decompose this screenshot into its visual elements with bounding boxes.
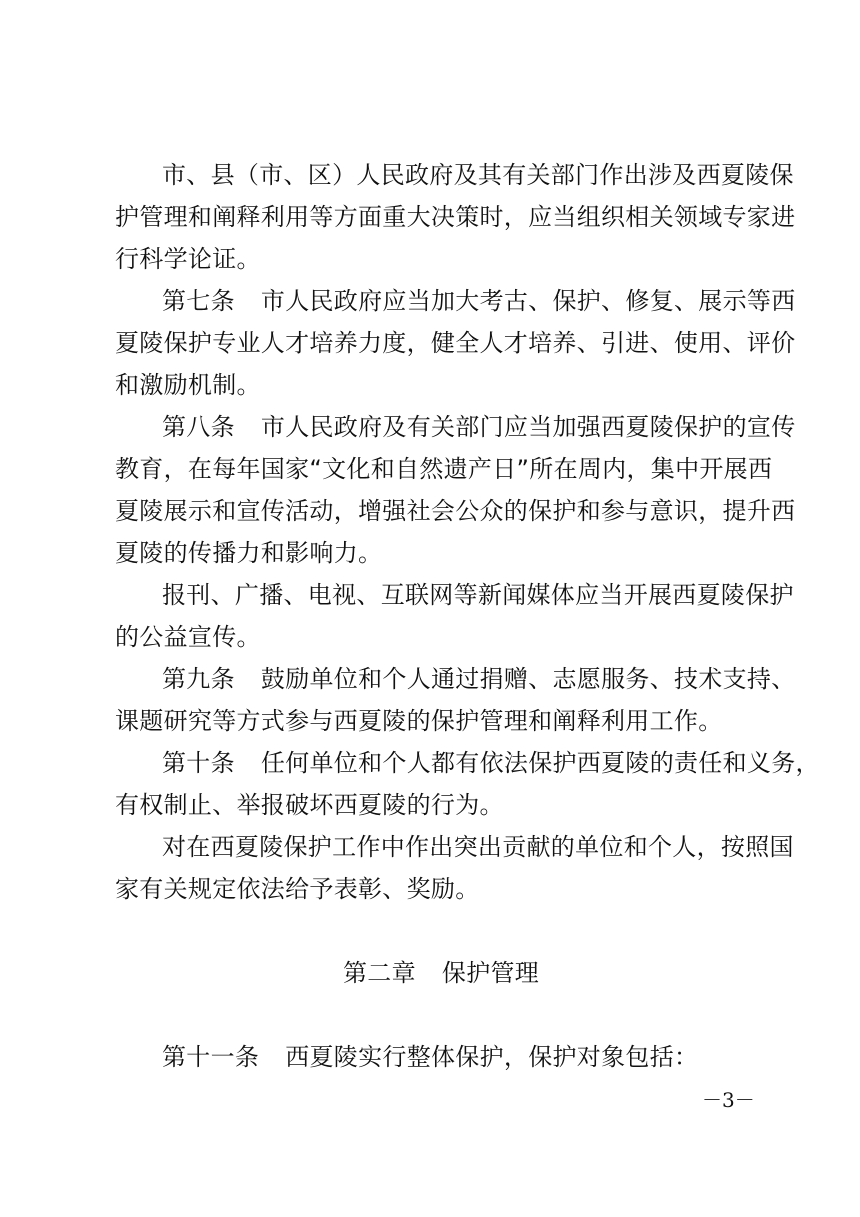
line-text: 夏陵展示和宣传活动，增强社会公众的保护和参与意识，提升西 [115,497,796,525]
paragraph-line [115,242,261,276]
line-text: 教育，在每年国家“文化和自然遗产日”所在周内，集中开展西 [115,455,773,483]
line-text: 夏陵保护专业人才培养力度，健全人才培养、引进、使用、评价 [115,329,796,357]
line-text: 市人民政府应当加大考古、保护、修复、展示等西 [260,287,796,315]
article-9-number: 第九条 [162,665,235,693]
paragraph-line [162,158,794,192]
page-number: －3－ [702,1088,755,1112]
article-7-number: 第七条 [162,287,235,315]
line-text: 家有关规定依法给予表彰、奖励。 [115,875,480,903]
chapter-title: 保护管理 [441,959,540,987]
paragraph-line [162,578,794,612]
paragraph-line [115,368,261,402]
paragraph-line [115,620,261,654]
article-9-line [162,662,796,696]
article-7-line [162,284,796,318]
line-text: 有权制止、举报破坏西夏陵的行为。 [115,791,504,819]
paragraph-line [115,494,795,528]
chapter-heading [343,956,539,990]
line-text: 和激励机制。 [115,371,261,399]
line-text: 行科学论证。 [115,245,261,273]
article-8-number: 第八条 [162,413,235,441]
paragraph-line [115,704,723,738]
article-10-line [162,746,820,780]
line-text: 鼓励单位和个人通过捐赠、志愿服务、技术支持、 [260,665,796,693]
line-text: 的公益宣传。 [115,623,261,651]
chapter-number: 第二章 [343,959,416,987]
article-10-number: 第十条 [162,749,235,777]
paragraph-line [115,536,382,570]
line-text: 对在西夏陵保护工作中作出突出贡献的单位和个人，按照国 [162,833,794,861]
line-text: 西夏陵实行整体保护，保护对象包括： [285,1043,699,1071]
paragraph-line [162,830,794,864]
paragraph-line [115,326,795,360]
line-text: 课题研究等方式参与西夏陵的保护管理和阐释利用工作。 [115,707,723,735]
line-text: 任何单位和个人都有依法保护西夏陵的责任和义务， [260,749,820,777]
line-text: 市、县（市、区）人民政府及其有关部门作出涉及西夏陵保 [162,161,794,189]
paragraph-line [115,788,504,822]
line-text: 护管理和阐释利用等方面重大决策时，应当组织相关领域专家进 [115,203,796,231]
line-text: 市人民政府及有关部门应当加强西夏陵保护的宣传 [260,413,796,441]
line-text: 夏陵的传播力和影响力。 [115,539,383,567]
paragraph-line [115,200,795,234]
article-11-line [162,1040,698,1074]
line-text: 报刊、广播、电视、互联网等新闻媒体应当开展西夏陵保护 [162,581,794,609]
article-11-number: 第十一条 [162,1043,260,1071]
paragraph-line [115,452,772,486]
article-8-line [162,410,796,444]
paragraph-line [115,872,480,906]
